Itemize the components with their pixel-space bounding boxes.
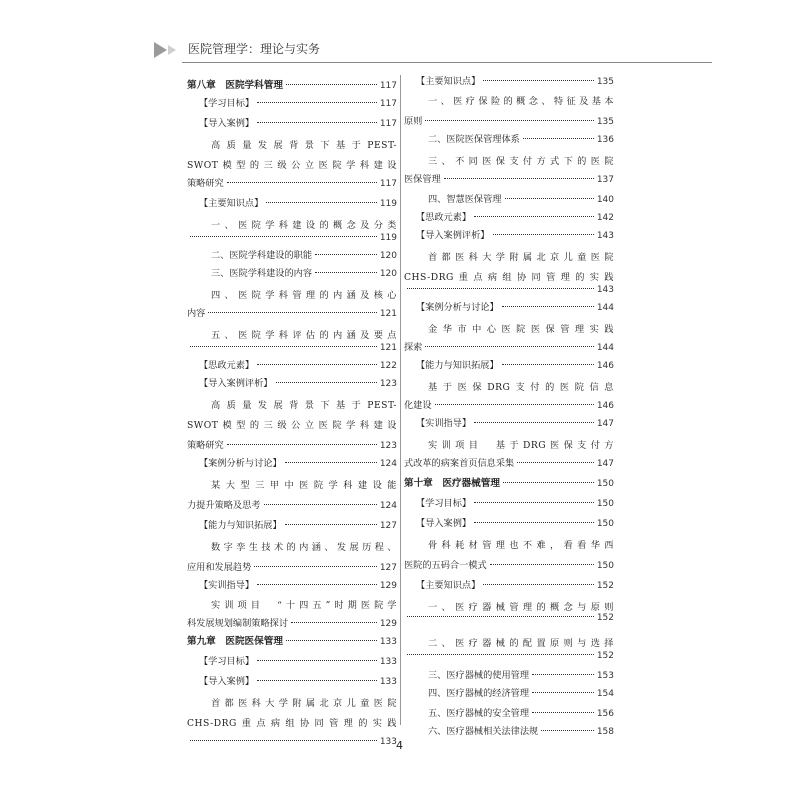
toc-page-number: 124 <box>379 459 397 469</box>
toc-entry <box>404 417 614 431</box>
toc-entry <box>404 649 614 663</box>
toc-entry <box>404 173 614 187</box>
toc-page-number: 121 <box>379 343 397 353</box>
toc-page-number: 121 <box>379 309 397 319</box>
toc-chapter <box>187 79 397 93</box>
toc-entry-text: 【主要知识点】 <box>416 76 481 87</box>
toc-entry <box>404 75 614 89</box>
toc-entry <box>404 579 614 593</box>
toc-entry <box>404 359 614 373</box>
toc-page-number: 129 <box>379 581 397 591</box>
toc-entry-text: 三、不同医保支付方式下的医院 <box>428 156 614 167</box>
toc-page-number: 119 <box>379 199 397 209</box>
toc-entry-text: 五、医院学科评估的内涵及要点 <box>211 330 397 341</box>
dot-leader <box>444 178 594 179</box>
toc-page-number: 120 <box>379 269 397 279</box>
toc-entry-text: 式改革的病案首页信息采集 <box>404 458 515 469</box>
toc-entry-text: 原则 <box>404 116 423 127</box>
dot-leader <box>474 522 594 523</box>
toc-entry <box>404 399 614 413</box>
running-header <box>148 40 708 60</box>
dot-leader <box>257 102 377 103</box>
dot-leader <box>532 692 594 693</box>
toc-chapter <box>404 477 614 491</box>
toc-entry <box>404 323 614 337</box>
dot-leader <box>285 462 377 463</box>
toc-entry-text: 四、智慧医保管理 <box>428 194 502 205</box>
toc-entry <box>187 655 397 669</box>
dot-leader <box>407 288 594 289</box>
toc-entry-text: 首都医科大学附属北京儿童医院 <box>211 698 397 709</box>
toc-page-number: 146 <box>596 361 614 371</box>
toc-page-number: 150 <box>596 479 614 489</box>
toc-page-number: 152 <box>596 613 614 623</box>
toc-entry <box>404 193 614 207</box>
toc-entry <box>404 155 614 169</box>
toc-entry-text: 高质量发展背景下基于PEST- <box>211 400 397 411</box>
toc-entry-text: 【实训指导】 <box>416 418 472 429</box>
toc-page-number: 135 <box>596 77 614 87</box>
toc-entry <box>187 675 397 689</box>
toc-entry <box>187 617 397 631</box>
toc-page-number: 117 <box>379 81 397 91</box>
toc-page-number: 140 <box>596 195 614 205</box>
toc-entry-text: CHS-DRG重点病组协同管理的实践 <box>404 272 614 283</box>
toc-entry-text: 化建设 <box>404 400 432 411</box>
toc-entry <box>187 717 397 731</box>
toc-entry-text: 【学习目标】 <box>199 98 255 109</box>
toc-entry <box>404 707 614 721</box>
toc-page-number: 123 <box>379 379 397 389</box>
toc-page-number: 143 <box>596 231 614 241</box>
toc-entry-text: 力提升策略及思考 <box>187 500 261 511</box>
toc-entry-text: 内容 <box>187 308 206 319</box>
book-title: 医院管理学：理论与实务 <box>188 42 321 56</box>
dot-leader <box>291 622 377 623</box>
dot-leader <box>483 584 594 585</box>
toc-entry <box>404 341 614 355</box>
toc-page-number: 133 <box>379 677 397 687</box>
toc-entry <box>187 231 397 245</box>
header-rule <box>182 62 712 63</box>
toc-entry-text: 【能力与知识拓展】 <box>416 360 499 371</box>
dot-leader <box>532 674 594 675</box>
toc-page-number: 142 <box>596 213 614 223</box>
toc-entry-text: 策略研究 <box>187 178 224 189</box>
toc-entry-text: 【案例分析与讨论】 <box>416 302 499 313</box>
toc-entry <box>187 439 397 453</box>
dot-leader <box>254 566 377 567</box>
toc-entry <box>404 559 614 573</box>
dot-leader <box>315 272 377 273</box>
toc-entry <box>404 301 614 315</box>
toc-entry <box>404 133 614 147</box>
toc-page-number: 129 <box>379 619 397 629</box>
toc-entry <box>187 289 397 303</box>
toc-page-number: 152 <box>596 651 614 661</box>
toc-entry <box>187 197 397 211</box>
toc-entry <box>187 97 397 111</box>
toc-entry <box>404 115 614 129</box>
toc-page-number: 156 <box>596 709 614 719</box>
toc-entry-text: 【实训指导】 <box>199 580 255 591</box>
toc-page-number: 146 <box>596 401 614 411</box>
toc-entry <box>187 561 397 575</box>
dot-leader <box>208 312 376 313</box>
toc-entry-text: 二、医院医保管理体系 <box>428 134 520 145</box>
toc-entry <box>187 117 397 131</box>
toc-entry-text: 策略研究 <box>187 440 224 451</box>
toc-entry <box>187 249 397 263</box>
toc-entry <box>404 669 614 683</box>
dot-leader <box>490 564 594 565</box>
toc-entry <box>404 497 614 511</box>
dot-leader <box>257 364 377 365</box>
toc-entry-text: 首都医科大学附属北京儿童医院 <box>428 252 614 263</box>
toc-entry-text: 【导入案例】 <box>199 118 255 129</box>
dot-leader <box>517 462 594 463</box>
toc-entry-text: 一、医院学科建设的概念及分类 <box>211 220 397 231</box>
toc-page-number: 144 <box>596 343 614 353</box>
dot-leader <box>474 502 594 503</box>
toc-entry-text: 【学习目标】 <box>199 656 255 667</box>
toc-page-number: 117 <box>379 119 397 129</box>
toc-entry <box>404 211 614 225</box>
toc-entry <box>404 687 614 701</box>
dot-leader <box>541 730 594 731</box>
toc-entry-text: 四、医院学科管理的内涵及核心 <box>211 290 397 301</box>
toc-entry <box>187 735 397 749</box>
toc-entry <box>404 439 614 453</box>
toc-entry <box>187 419 397 433</box>
dot-leader <box>190 346 377 347</box>
dot-leader <box>407 616 594 617</box>
dot-leader <box>257 122 377 123</box>
toc-entry-text: 高质量发展背景下基于PEST- <box>211 140 397 151</box>
toc-entry-text: 实训项目 基于DRG医保支付方 <box>428 440 614 451</box>
toc-entry-text: 某大型三甲中医院学科建设能 <box>211 480 397 491</box>
dot-leader <box>502 364 594 365</box>
toc-page-number: 124 <box>379 501 397 511</box>
page-number: 4 <box>396 739 403 752</box>
toc-entry <box>187 479 397 493</box>
toc-page-number: 150 <box>596 519 614 529</box>
toc-page-number: 143 <box>596 285 614 295</box>
toc-entry-text: 【导入案例】 <box>199 676 255 687</box>
toc-entry-text: 实训项目 “十四五”时期医院学 <box>211 600 397 611</box>
toc-entry <box>404 381 614 395</box>
toc-entry <box>404 251 614 265</box>
dot-leader <box>257 660 377 661</box>
toc-page-number: 122 <box>379 361 397 371</box>
toc-entry-text: 四、医疗器械的经济管理 <box>428 688 530 699</box>
toc-entry-text: 数字孪生技术的内涵、发展历程、 <box>211 542 397 553</box>
toc-entry-text: 探索 <box>404 342 423 353</box>
toc-page-number: 117 <box>379 179 397 189</box>
toc-page-number: 127 <box>379 521 397 531</box>
toc-entry-text: 【导入案例】 <box>416 518 472 529</box>
toc-entry-text: 【思政元素】 <box>199 360 255 371</box>
toc-page-number: 120 <box>379 251 397 261</box>
toc-entry <box>187 499 397 513</box>
toc-entry-text: 骨科耗材管理也不难，看看华西 <box>428 540 614 551</box>
dot-leader <box>503 482 594 483</box>
toc-entry-text: 六、医疗器械相关法律法规 <box>428 726 539 737</box>
column-divider <box>400 75 401 725</box>
toc-entry-text: 三、医院学科建设的内容 <box>211 268 313 279</box>
toc-entry <box>187 599 397 613</box>
toc-page-number: 117 <box>379 99 397 109</box>
dot-leader <box>285 524 377 525</box>
toc-entry-text: 二、医疗器械的配置原则与选择 <box>428 638 614 649</box>
dot-leader <box>474 216 594 217</box>
dot-leader <box>532 712 594 713</box>
toc-entry <box>404 283 614 297</box>
toc-page-number: 136 <box>596 135 614 145</box>
toc-entry-text: 五、医疗器械的安全管理 <box>428 708 530 719</box>
dot-leader <box>502 306 594 307</box>
toc-entry <box>187 267 397 281</box>
toc-chapter <box>187 635 397 649</box>
dot-leader <box>276 382 377 383</box>
toc-entry-text: 二、医院学科建设的职能 <box>211 250 313 261</box>
toc-entry-text: 一、医疗保险的概念、特征及基本 <box>428 96 614 107</box>
dot-leader <box>407 654 594 655</box>
toc-entry <box>187 399 397 413</box>
toc-entry <box>187 177 397 191</box>
toc-entry <box>187 697 397 711</box>
toc-page-number: 144 <box>596 303 614 313</box>
toc-page-number: 150 <box>596 499 614 509</box>
toc-entry-text: 【思政元素】 <box>416 212 472 223</box>
toc-entry-text: 【导入案例评析】 <box>416 230 490 241</box>
dot-leader <box>190 740 377 741</box>
dot-leader <box>493 234 594 235</box>
toc-entry <box>187 307 397 321</box>
toc-page-number: 158 <box>596 727 614 737</box>
toc-entry <box>187 579 397 593</box>
dot-leader <box>505 198 594 199</box>
toc-entry <box>404 457 614 471</box>
toc-entry-text: 金华市中心医院医保管理实践 <box>428 324 614 335</box>
dot-leader <box>227 182 377 183</box>
toc-page-number: 154 <box>596 689 614 699</box>
toc-page-number: 133 <box>379 737 397 747</box>
toc-page-number: 135 <box>596 117 614 127</box>
dot-leader <box>190 236 377 237</box>
toc-entry-text: 【主要知识点】 <box>416 580 481 591</box>
toc-page-number: 133 <box>379 637 397 647</box>
toc-page-number: 127 <box>379 563 397 573</box>
toc-entry-text: 基于医保DRG支付的医院信息 <box>428 382 614 393</box>
toc-page-number: 133 <box>379 657 397 667</box>
toc-entry-text: 第十章 医疗器械管理 <box>404 478 500 489</box>
toc-entry-text: 应用和发展趋势 <box>187 562 252 573</box>
toc-entry <box>187 341 397 355</box>
toc-page-number: 153 <box>596 671 614 681</box>
toc-entry <box>187 541 397 555</box>
dot-leader <box>315 254 377 255</box>
dot-leader <box>257 680 377 681</box>
toc-entry-text: 【案例分析与讨论】 <box>199 458 282 469</box>
dot-leader <box>257 584 377 585</box>
toc-page-number: 123 <box>379 441 397 451</box>
toc-page-number: 147 <box>596 419 614 429</box>
arrow-icon <box>168 45 176 55</box>
dot-leader <box>474 422 594 423</box>
toc-entry-text: CHS-DRG重点病组协同管理的实践 <box>187 718 397 729</box>
toc-entry <box>404 95 614 109</box>
toc-entry-text: 三、医疗器械的使用管理 <box>428 670 530 681</box>
toc-entry <box>404 611 614 625</box>
dot-leader <box>483 80 594 81</box>
dot-leader <box>523 138 594 139</box>
toc-entry-text: 第八章 医院学科管理 <box>187 80 283 91</box>
toc-entry <box>187 519 397 533</box>
toc-page-number: 137 <box>596 175 614 185</box>
toc-entry-text: 科发展规划编制策略探讨 <box>187 618 289 629</box>
toc-entry <box>404 229 614 243</box>
toc-page-number: 152 <box>596 581 614 591</box>
toc-entry <box>404 517 614 531</box>
toc-entry-text: 医院的五码合一模式 <box>404 560 487 571</box>
toc-entry-text: 【能力与知识拓展】 <box>199 520 282 531</box>
toc-entry <box>404 725 614 739</box>
toc-page-number: 119 <box>379 233 397 243</box>
dot-leader <box>425 346 593 347</box>
toc-entry <box>187 377 397 391</box>
toc-entry-text: SWOT模型的三级公立医院学科建设 <box>187 420 397 431</box>
toc-entry-text: 一、医疗器械管理的概念与原则 <box>428 602 614 613</box>
toc-entry <box>187 359 397 373</box>
arrow-icon <box>154 42 167 58</box>
toc-page-number: 150 <box>596 561 614 571</box>
toc-entry-text: 【学习目标】 <box>416 498 472 509</box>
dot-leader <box>435 404 594 405</box>
dot-leader <box>286 84 377 85</box>
dot-leader <box>286 640 377 641</box>
dot-leader <box>227 444 377 445</box>
toc-entry <box>187 139 397 153</box>
dot-leader <box>266 202 377 203</box>
toc-entry <box>187 457 397 471</box>
toc-page-number: 147 <box>596 459 614 469</box>
toc-entry <box>187 159 397 173</box>
toc-entry <box>404 539 614 553</box>
toc-entry-text: 【导入案例评析】 <box>199 378 273 389</box>
toc-entry-text: SWOT模型的三级公立医院学科建设 <box>187 160 397 171</box>
dot-leader <box>425 120 593 121</box>
toc-entry-text: 【主要知识点】 <box>199 198 264 209</box>
toc-entry-text: 第九章 医院医保管理 <box>187 636 283 647</box>
toc-entry-text: 医保管理 <box>404 174 441 185</box>
dot-leader <box>264 504 377 505</box>
